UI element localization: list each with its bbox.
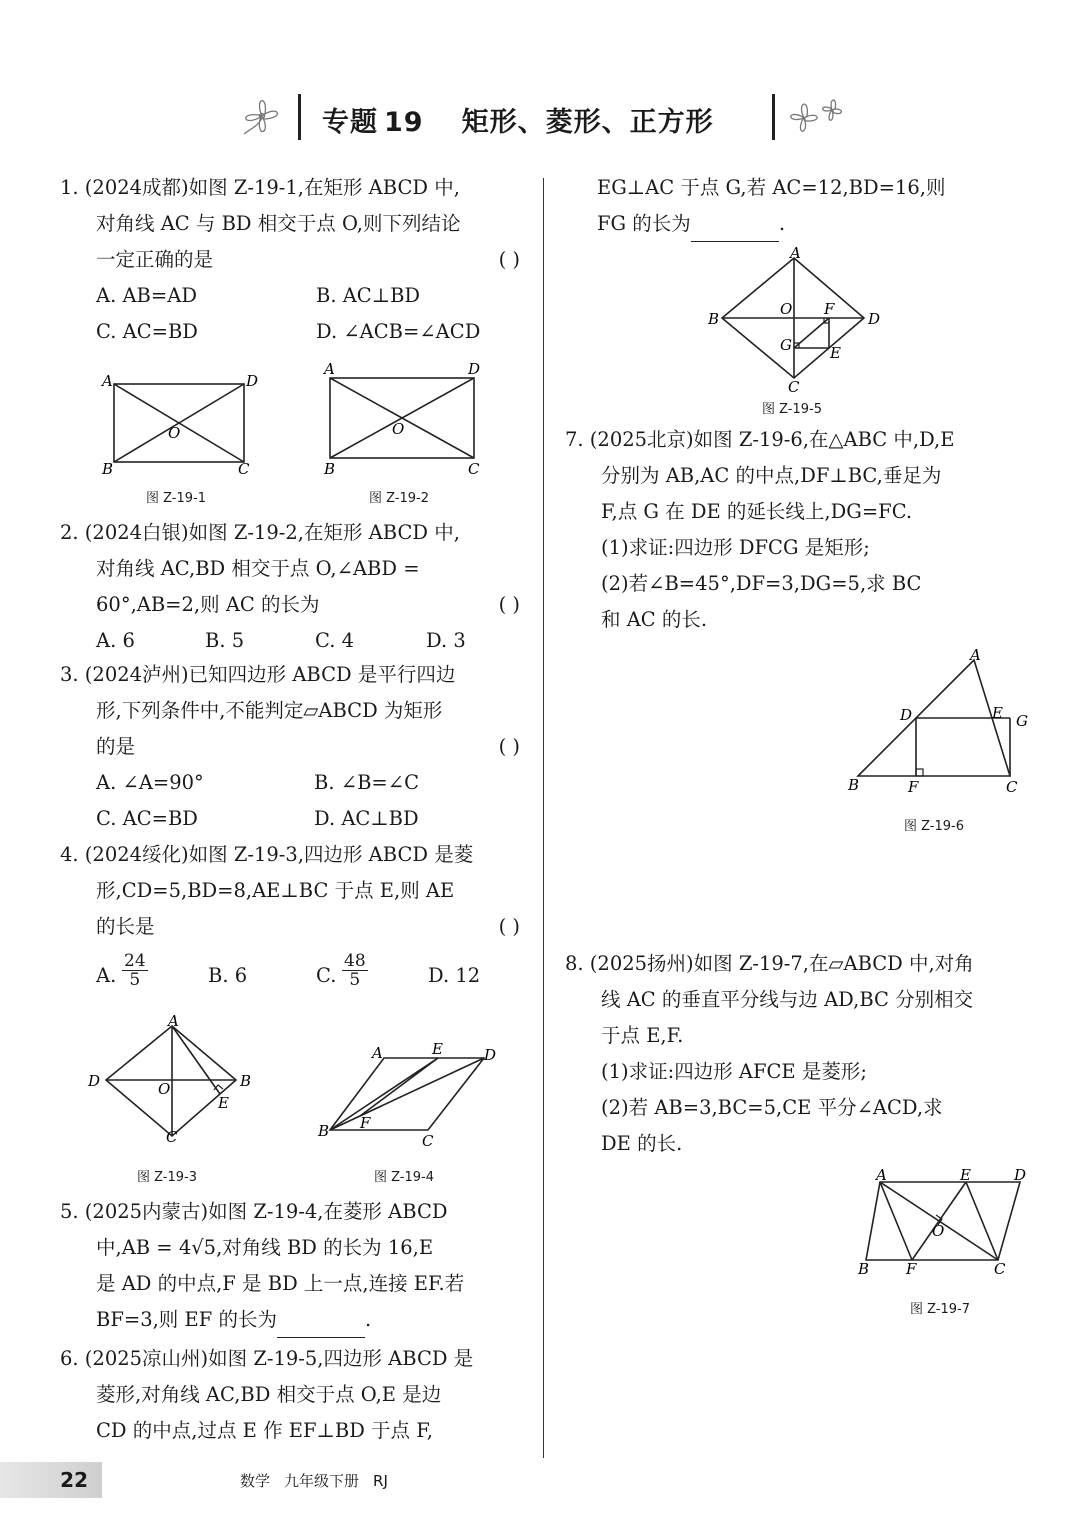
f1-label-a: A: [102, 372, 113, 390]
f5-label-f: F: [824, 300, 835, 318]
f2-label-d: D: [468, 360, 481, 378]
question-3: [60, 657, 520, 837]
q3-option-a: A. ∠A=90°: [96, 771, 204, 794]
f4-label-b: B: [318, 1122, 330, 1140]
q6-line-2: 菱形,对角线 AC,BD 相交于点 O,E 是边: [96, 1383, 442, 1406]
f2-label-o: O: [392, 420, 405, 438]
footer-book-info: [240, 1470, 402, 1491]
figure-z19-2: [318, 360, 488, 482]
f5-label-b: B: [708, 310, 720, 328]
f4-label-a: A: [372, 1044, 383, 1062]
q3-option-d: D. AC⊥BD: [314, 807, 419, 830]
f3-label-b: B: [240, 1072, 252, 1090]
f6-label-a: A: [970, 646, 981, 664]
q5-line-4: BF=3,则 EF 的长为: [96, 1308, 277, 1331]
question-2: [60, 515, 520, 659]
f6-label-d: D: [900, 706, 913, 724]
q4-line-3: 的长是: [96, 915, 155, 938]
q1-line-3: 一定正确的是: [96, 248, 214, 271]
question-8: [565, 946, 1035, 1162]
figure-z19-4: [312, 1036, 502, 1152]
question-5: 5. (2025内蒙古)如图 Z-19-4,在菱形 ABCD 中,AB = 4√5,对角线 BD 的长为 16,E 是 AD 的中点,F 是 BD 上一点,连接 EF.若 BF=3,则 EF 的长为 .: [60, 1194, 530, 1338]
f5-label-c: C: [788, 378, 800, 394]
figure-z19-7-caption: 图 Z-19-7: [910, 1302, 971, 1317]
footer-edition: RJ: [373, 1472, 388, 1490]
f4-label-f: F: [360, 1114, 371, 1132]
q5-answer-blank: [277, 1313, 365, 1338]
flower-ornament-left-icon: [232, 88, 292, 144]
q8-line-1: 8. (2025扬州)如图 Z-19-7,在▱ABCD 中,对角: [565, 952, 974, 975]
q4-options: [96, 950, 536, 1002]
column-divider: [543, 178, 544, 1458]
q2-option-b: B. 5: [205, 629, 245, 652]
q4-option-d: D. 12: [428, 964, 481, 987]
q4-option-a-label: A.: [96, 964, 117, 987]
f4-label-e: E: [432, 1040, 443, 1058]
header-bar-left: [298, 94, 301, 140]
f5-label-o: O: [780, 300, 793, 318]
f6-label-c: C: [1006, 778, 1018, 796]
f5-label-a: A: [790, 246, 801, 262]
q4-line-1: 4. (2024绥化)如图 Z-19-3,四边形 ABCD 是菱: [60, 843, 474, 866]
q1-option-b: B. AC⊥BD: [316, 284, 421, 307]
page-footer: [0, 1462, 1080, 1502]
footer-grade: 九年级下册: [284, 1472, 360, 1490]
f1-label-d: D: [246, 372, 259, 390]
q3-option-c: C. AC=BD: [96, 807, 198, 830]
q8-line-5: (2)若 AB=3,BC=5,CE 平分∠ACD,求: [601, 1096, 943, 1119]
question-6: [60, 1341, 530, 1449]
q7-line-4: (1)求证:四边形 DFCG 是矩形;: [601, 536, 870, 559]
q1-answer-paren: ( ): [498, 248, 520, 271]
q4-answer-paren: ( ): [498, 915, 520, 938]
q6-line-3: CD 的中点,过点 E 作 EF⊥BD 于点 F,: [96, 1419, 433, 1442]
q4-option-b: B. 6: [208, 964, 248, 987]
f7-label-d: D: [1014, 1166, 1027, 1184]
f1-label-b: B: [102, 460, 114, 478]
f2-label-a: A: [324, 360, 335, 378]
f3-label-d: D: [88, 1072, 101, 1090]
f7-label-o: O: [932, 1222, 945, 1240]
q4-option-c-fraction: $\frac{48}{5}$: [344, 951, 366, 990]
figure-z19-6-caption: 图 Z-19-6: [904, 819, 965, 834]
q8-line-4: (1)求证:四边形 AFCE 是菱形;: [601, 1060, 867, 1083]
q3-answer-paren: ( ): [498, 735, 520, 758]
f4-label-c: C: [422, 1132, 434, 1150]
f5-label-d: D: [868, 310, 881, 328]
f3-label-c: C: [166, 1128, 178, 1146]
page-title: 专题 19 矩形、菱形、正方形: [322, 107, 714, 138]
q4-option-a-fraction: $\frac{24}{5}$: [124, 951, 146, 990]
flower-ornament-right-icon: [782, 88, 852, 144]
q8-line-2: 线 AC 的垂直平分线与边 AD,BC 分别相交: [601, 988, 974, 1011]
q6-answer-blank: [691, 217, 779, 242]
f6-label-g: G: [1016, 712, 1028, 730]
q3-line-1: 3. (2024泸州)已知四边形 ABCD 是平行四边: [60, 663, 456, 686]
f7-label-e: E: [960, 1166, 971, 1184]
f2-label-b: B: [324, 460, 336, 478]
f5-label-g: G: [780, 336, 792, 354]
q4-option-c-label: C.: [316, 964, 337, 987]
q7-line-5: (2)若∠B=45°,DF=3,DG=5,求 BC: [601, 572, 922, 595]
figure-z19-6: [842, 642, 1042, 802]
figure-z19-1: [98, 366, 268, 482]
f3-label-e: E: [218, 1094, 229, 1112]
q1-option-d: D. ∠ACB=∠ACD: [316, 320, 481, 343]
q1-option-a: A. AB=AD: [96, 284, 197, 307]
q2-option-c: C. 4: [315, 629, 355, 652]
q5-line-2: 中,AB = 4√5,对角线 BD 的长为 16,E: [96, 1236, 434, 1259]
q2-line-3: 60°,AB=2,则 AC 的长为: [96, 593, 320, 616]
q6-line-5: FG 的长为: [597, 212, 691, 235]
figure-z19-1-caption: 图 Z-19-1: [146, 491, 207, 506]
f7-label-c: C: [994, 1260, 1006, 1278]
q7-line-1: 7. (2025北京)如图 Z-19-6,在△ABC 中,D,E: [565, 428, 955, 451]
question-1: [60, 170, 520, 350]
q1-option-c: C. AC=BD: [96, 320, 198, 343]
question-7: [565, 422, 1035, 638]
q3-line-3: 的是: [96, 735, 136, 758]
q5-line-3: 是 AD 的中点,F 是 BD 上一点,连接 EF.若: [96, 1272, 465, 1295]
figure-z19-3: [86, 1010, 266, 1160]
q2-line-1: 2. (2024白银)如图 Z-19-2,在矩形 ABCD 中,: [60, 521, 460, 544]
f3-label-a: A: [168, 1012, 179, 1030]
f7-label-a: A: [876, 1166, 887, 1184]
question-4: [60, 837, 520, 945]
f7-label-f: F: [906, 1260, 917, 1278]
q8-line-6: DE 的长.: [601, 1132, 683, 1155]
figure-z19-5-caption: 图 Z-19-5: [762, 402, 823, 417]
q3-line-2: 形,下列条件中,不能判定▱ABCD 为矩形: [96, 699, 443, 722]
page-header: [0, 88, 1080, 148]
figure-z19-5: [702, 246, 892, 394]
f7-label-b: B: [858, 1260, 870, 1278]
q4-line-2: 形,CD=5,BD=8,AE⊥BC 于点 E,则 AE: [96, 879, 455, 902]
f5-label-e: E: [830, 344, 841, 362]
q2-option-d: D. 3: [426, 629, 466, 652]
figure-z19-4-caption: 图 Z-19-4: [374, 1170, 435, 1185]
q2-answer-paren: ( ): [498, 593, 520, 616]
q7-line-3: F,点 G 在 DE 的延长线上,DG=FC.: [601, 500, 913, 523]
header-bar-right: [772, 94, 775, 140]
q8-line-3: 于点 E,F.: [601, 1024, 684, 1047]
q2-line-2: 对角线 AC,BD 相交于点 O,∠ABD =: [96, 557, 420, 580]
f1-label-c: C: [238, 460, 250, 478]
f6-label-e: E: [992, 704, 1003, 722]
f1-label-o: O: [168, 424, 181, 442]
figure-z19-7: [852, 1164, 1042, 1280]
figure-z19-3-caption: 图 Z-19-3: [137, 1170, 198, 1185]
q6-line-1: 6. (2025凉山州)如图 Z-19-5,四边形 ABCD 是: [60, 1347, 474, 1370]
q7-line-6: 和 AC 的长.: [601, 608, 708, 631]
f2-label-c: C: [468, 460, 480, 478]
q2-option-a: A. 6: [96, 629, 135, 652]
q1-line-2: 对角线 AC 与 BD 相交于点 O,则下列结论: [96, 212, 461, 235]
page-number: 22: [0, 1462, 102, 1498]
q6-line-4: EG⊥AC 于点 G,若 AC=12,BD=16,则: [597, 176, 946, 199]
figure-z19-2-caption: 图 Z-19-2: [369, 491, 430, 506]
f6-label-b: B: [848, 776, 860, 794]
footer-subject: 数学: [240, 1472, 271, 1490]
q7-line-2: 分别为 AB,AC 的中点,DF⊥BC,垂足为: [601, 464, 942, 487]
f4-label-d: D: [484, 1046, 497, 1064]
q5-line-1: 5. (2025内蒙古)如图 Z-19-4,在菱形 ABCD: [60, 1200, 448, 1223]
q3-option-b: B. ∠B=∠C: [314, 771, 419, 794]
question-6-continued: EG⊥AC 于点 G,若 AC=12,BD=16,则 FG 的长为 .: [597, 170, 1037, 242]
q1-line-1: 1. (2024成都)如图 Z-19-1,在矩形 ABCD 中,: [60, 176, 460, 199]
f3-label-o: O: [158, 1080, 171, 1098]
f6-label-f: F: [908, 778, 919, 796]
